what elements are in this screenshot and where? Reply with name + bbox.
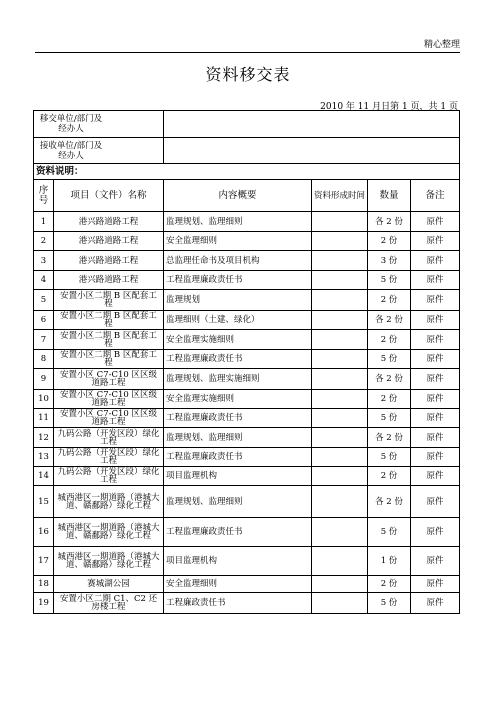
table-row xyxy=(34,390,460,409)
formation-time-cell xyxy=(312,518,368,547)
table-row xyxy=(34,330,460,350)
formation-time-cell xyxy=(312,428,368,448)
quantity-cell: 5 份 xyxy=(368,518,411,547)
transfer-value-cell xyxy=(164,111,460,138)
formation-time-cell xyxy=(312,369,368,390)
note-label: 资料说明： xyxy=(34,164,460,180)
formation-time-cell xyxy=(312,547,368,576)
quantity-cell: 各 2 份 xyxy=(368,212,411,232)
quantity-cell: 2 份 xyxy=(368,232,411,251)
formation-time-cell xyxy=(312,486,368,518)
remark-cell: 原件 xyxy=(411,390,460,409)
quantity-cell: 5 份 xyxy=(368,593,411,614)
remark-cell: 原件 xyxy=(411,593,460,614)
content-summary-cell: 项目监理机构 xyxy=(164,547,312,576)
remark-cell: 原件 xyxy=(411,251,460,271)
quantity-cell: 各 2 份 xyxy=(368,428,411,448)
row-number-cell: 7 xyxy=(34,330,54,350)
formation-time-cell xyxy=(312,409,368,428)
formation-time-cell xyxy=(312,467,368,486)
remark-cell: 原件 xyxy=(411,232,460,251)
content-summary-cell: 工程监理廉政责任书 xyxy=(164,271,312,290)
remark-cell: 原件 xyxy=(411,330,460,350)
project-name-cell: 安置小区 C7-C10 区区级道路工程 xyxy=(54,369,164,390)
project-name-cell: 城西港区一期道路（港城大道、赣鄱路）绿化工程 xyxy=(54,486,164,518)
formation-time-cell xyxy=(312,593,368,614)
quantity-cell: 5 份 xyxy=(368,271,411,290)
table-row xyxy=(34,428,460,448)
remark-cell: 原件 xyxy=(411,448,460,467)
col-header-qty: 数量 xyxy=(368,180,411,212)
content-summary-cell: 工程监理廉政责任书 xyxy=(164,409,312,428)
row-number-cell: 16 xyxy=(34,518,54,547)
remark-cell: 原件 xyxy=(411,547,460,576)
project-name-cell: 九码公路（开发区段）绿化工程 xyxy=(54,467,164,486)
date-page-line: 2010 年 11 月日第 1 页，共 1 页 xyxy=(320,102,458,112)
table-row xyxy=(34,290,460,311)
row-number-cell: 13 xyxy=(34,448,54,467)
content-summary-cell: 工程监理廉政责任书 xyxy=(164,350,312,369)
content-summary-cell: 安全监理实施细则 xyxy=(164,330,312,350)
transfer-label: 移交单位/部门及经办人 xyxy=(39,114,103,134)
table-row xyxy=(34,232,460,251)
content-summary-cell: 项目监理机构 xyxy=(164,467,312,486)
project-name-cell: 港兴路道路工程 xyxy=(54,271,164,290)
table-row xyxy=(34,311,460,330)
project-name-cell: 安置小区二期 C1、C2 还房楼工程 xyxy=(54,593,164,614)
project-name-cell: 城西港区一期道路（港城大道、赣鄱路）绿化工程 xyxy=(54,518,164,547)
formation-time-cell xyxy=(312,232,368,251)
project-name-cell: 九码公路（开发区段）绿化工程 xyxy=(54,428,164,448)
remark-cell: 原件 xyxy=(411,271,460,290)
row-number-cell: 18 xyxy=(34,576,54,593)
quantity-cell: 2 份 xyxy=(368,290,411,311)
table-row xyxy=(34,486,460,518)
remark-cell: 原件 xyxy=(411,369,460,390)
row-number-cell: 6 xyxy=(34,311,54,330)
quantity-cell: 2 份 xyxy=(368,330,411,350)
receive-label: 接收单位/部门及经办人 xyxy=(39,140,103,161)
quantity-cell: 各 2 份 xyxy=(368,486,411,518)
row-number-cell: 10 xyxy=(34,390,54,409)
remark-cell: 原件 xyxy=(411,428,460,448)
quantity-cell: 各 2 份 xyxy=(368,311,411,330)
table-row xyxy=(34,251,460,271)
row-number-cell: 4 xyxy=(34,271,54,290)
remark-cell: 原件 xyxy=(411,212,460,232)
page-title: 资料移交表 xyxy=(205,65,291,84)
content-summary-cell: 工程监理廉政责任书 xyxy=(164,518,312,547)
quantity-cell: 5 份 xyxy=(368,448,411,467)
row-number-cell: 8 xyxy=(34,350,54,369)
content-summary-cell: 安全监理细则 xyxy=(164,576,312,593)
formation-time-cell xyxy=(312,251,368,271)
formation-time-cell xyxy=(312,271,368,290)
content-summary-cell: 监理规划 xyxy=(164,290,312,311)
header-tag: 精心整理 xyxy=(423,40,460,50)
formation-time-cell xyxy=(312,290,368,311)
row-number-cell: 17 xyxy=(34,547,54,576)
quantity-cell: 2 份 xyxy=(368,576,411,593)
row-number-cell: 14 xyxy=(34,467,54,486)
remark-cell: 原件 xyxy=(411,467,460,486)
remark-cell: 原件 xyxy=(411,350,460,369)
project-name-cell: 城西港区一期道路（港城大道、赣鄱路）绿化工程 xyxy=(54,547,164,576)
formation-time-cell xyxy=(312,330,368,350)
table-row xyxy=(34,271,460,290)
quantity-cell: 5 份 xyxy=(368,350,411,369)
transfer-label-cell xyxy=(34,111,164,138)
remark-cell: 原件 xyxy=(411,576,460,593)
col-header-remark: 备注 xyxy=(411,180,460,212)
project-name-cell: 港兴路道路工程 xyxy=(54,251,164,271)
table-row xyxy=(34,547,460,576)
quantity-cell: 3 份 xyxy=(368,251,411,271)
row-number-cell: 9 xyxy=(34,369,54,390)
table-row xyxy=(34,409,460,428)
content-summary-cell: 监理规划、监理细则 xyxy=(164,428,312,448)
formation-time-cell xyxy=(312,212,368,232)
quantity-cell: 2 份 xyxy=(368,390,411,409)
project-name-cell: 安置小区 C7-C10 区区级道路工程 xyxy=(54,409,164,428)
remark-cell: 原件 xyxy=(411,486,460,518)
content-summary-cell: 监理规划、监理细则 xyxy=(164,486,312,518)
header-divider xyxy=(35,52,460,53)
project-name-cell: 赛城湖公园 xyxy=(54,576,164,593)
handover-table xyxy=(33,110,460,614)
project-name-cell: 港兴路道路工程 xyxy=(54,212,164,232)
row-number-cell: 15 xyxy=(34,486,54,518)
formation-time-cell xyxy=(312,448,368,467)
content-summary-cell: 监理规划、监理实施细则 xyxy=(164,369,312,390)
receive-label-cell xyxy=(34,138,164,164)
content-summary-cell: 监理细则（土建、绿化） xyxy=(164,311,312,330)
content-summary-cell: 总监理任命书及项目机构 xyxy=(164,251,312,271)
formation-time-cell xyxy=(312,576,368,593)
col-header-no: 序号 xyxy=(34,180,54,212)
formation-time-cell xyxy=(312,390,368,409)
table-row xyxy=(34,212,460,232)
project-name-cell: 安置小区 C7-C10 区区级道路工程 xyxy=(54,390,164,409)
remark-cell: 原件 xyxy=(411,311,460,330)
table-row xyxy=(34,518,460,547)
content-summary-cell: 监理规划、监理细则 xyxy=(164,212,312,232)
quantity-cell: 各 2 份 xyxy=(368,369,411,390)
row-number-cell: 19 xyxy=(34,593,54,614)
content-summary-cell: 工程监理廉政责任书 xyxy=(164,448,312,467)
row-number-cell: 5 xyxy=(34,290,54,311)
project-name-cell: 九码公路（开发区段）绿化工程 xyxy=(54,448,164,467)
project-name-cell: 安置小区二期 B 区配套工程 xyxy=(54,350,164,369)
project-name-cell: 安置小区二期 B 区配套工程 xyxy=(54,311,164,330)
table-row xyxy=(34,369,460,390)
table-row xyxy=(34,448,460,467)
formation-time-cell xyxy=(312,311,368,330)
remark-cell: 原件 xyxy=(411,518,460,547)
content-summary-cell: 工程廉政责任书 xyxy=(164,593,312,614)
table-row xyxy=(34,350,460,369)
col-header-content: 内容概要 xyxy=(164,180,312,212)
content-summary-cell: 安全监理细则 xyxy=(164,232,312,251)
row-number-cell: 3 xyxy=(34,251,54,271)
content-summary-cell: 安全监理实施细则 xyxy=(164,390,312,409)
quantity-cell: 5 份 xyxy=(368,409,411,428)
quantity-cell: 2 份 xyxy=(368,467,411,486)
row-number-cell: 1 xyxy=(34,212,54,232)
remark-cell: 原件 xyxy=(411,409,460,428)
receive-value-cell xyxy=(164,138,460,164)
project-name-cell: 安置小区二期 B 区配套工程 xyxy=(54,330,164,350)
quantity-cell: 1 份 xyxy=(368,547,411,576)
project-name-cell: 港兴路道路工程 xyxy=(54,232,164,251)
table-row xyxy=(34,593,460,614)
formation-time-cell xyxy=(312,350,368,369)
row-number-cell: 12 xyxy=(34,428,54,448)
table-row xyxy=(34,576,460,593)
remark-cell: 原件 xyxy=(411,290,460,311)
column-header-row xyxy=(34,180,460,212)
col-header-project: 项目（文件）名称 xyxy=(54,180,164,212)
row-number-cell: 2 xyxy=(34,232,54,251)
col-header-time: 资料形成时间 xyxy=(312,180,368,212)
row-number-cell: 11 xyxy=(34,409,54,428)
table-row xyxy=(34,467,460,486)
project-name-cell: 安置小区二期 B 区配套工程 xyxy=(54,290,164,311)
